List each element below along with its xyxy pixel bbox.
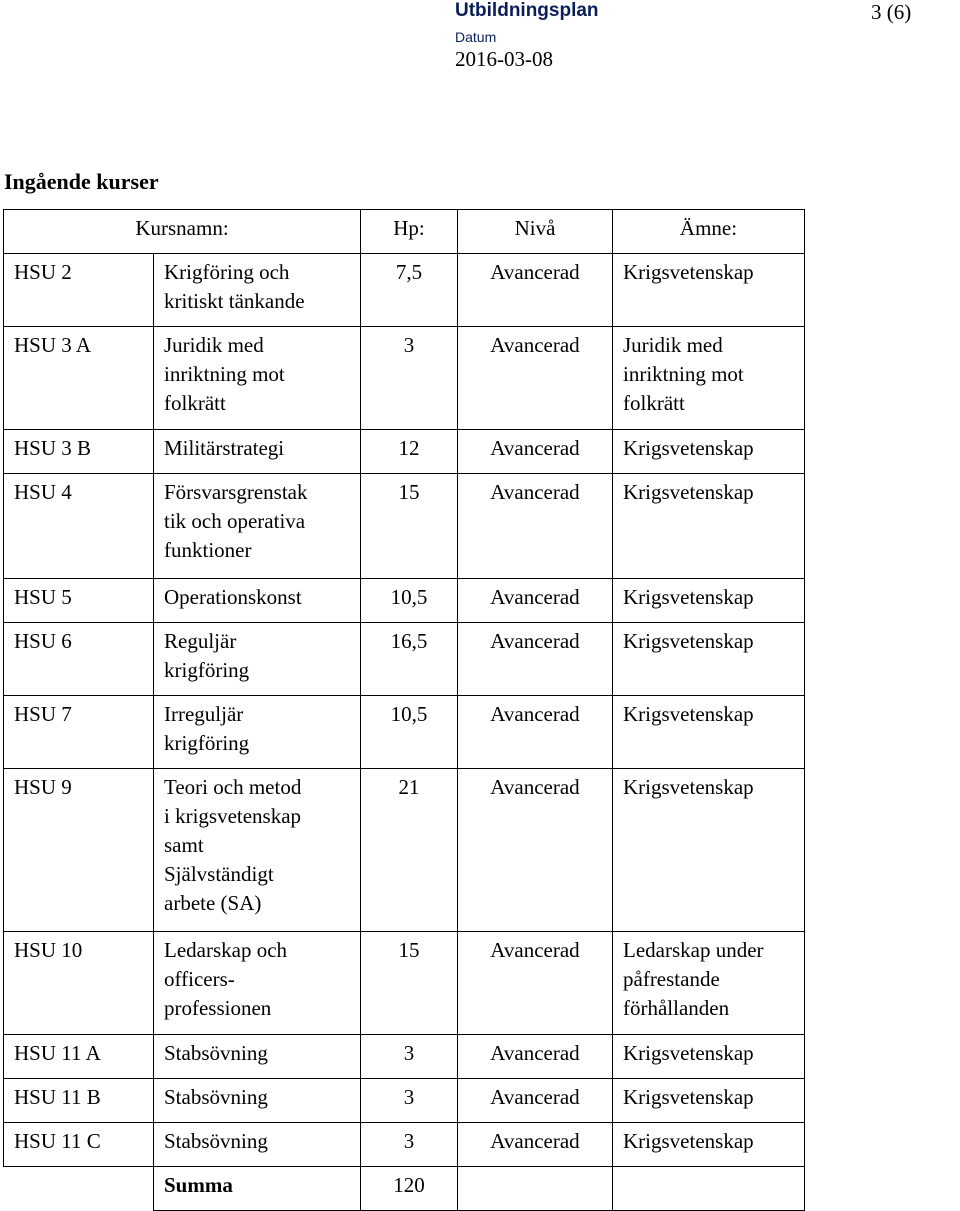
- table-row: [4, 1123, 805, 1167]
- course-name: Krigföring och kritiskt tänkande: [154, 254, 361, 327]
- table-row: [4, 1079, 805, 1123]
- course-level: Avancerad: [458, 623, 613, 696]
- course-name: Militärstrategi: [154, 430, 361, 474]
- course-name: Irreguljär krigföring: [154, 696, 361, 769]
- header-niva: Nivå: [458, 210, 613, 254]
- table-row: [4, 623, 805, 696]
- course-level: Avancerad: [458, 430, 613, 474]
- table-row: [4, 1035, 805, 1079]
- course-subject: Krigsvetenskap: [613, 254, 805, 327]
- course-code: HSU 4: [4, 474, 154, 579]
- course-code: HSU 7: [4, 696, 154, 769]
- course-name: Operationskonst: [154, 579, 361, 623]
- course-subject: Krigsvetenskap: [613, 1035, 805, 1079]
- course-hp: 15: [361, 932, 458, 1035]
- course-subject: Krigsvetenskap: [613, 696, 805, 769]
- course-level: Avancerad: [458, 327, 613, 430]
- course-hp: 21: [361, 769, 458, 932]
- course-name: Stabsövning: [154, 1079, 361, 1123]
- course-level: Avancerad: [458, 1035, 613, 1079]
- course-name: Teori och metod i krigsvetenskap samt Självständigt arbete (SA): [154, 769, 361, 932]
- course-subject: Ledarskap under påfrestande förhållanden: [613, 932, 805, 1035]
- section-title: Ingående kurser: [4, 169, 159, 194]
- sum-label: Summa: [154, 1167, 361, 1211]
- course-level: Avancerad: [458, 769, 613, 932]
- course-code: HSU 10: [4, 932, 154, 1035]
- course-code: HSU 11 B: [4, 1079, 154, 1123]
- document-type-title: Utbildningsplan: [455, 0, 599, 21]
- header-kursnamn: Kursnamn:: [4, 210, 361, 254]
- course-level: Avancerad: [458, 474, 613, 579]
- course-level: Avancerad: [458, 254, 613, 327]
- course-subject: Juridik med inriktning mot folkrätt: [613, 327, 805, 430]
- header-hp: Hp:: [361, 210, 458, 254]
- course-level: Avancerad: [458, 932, 613, 1035]
- sum-empty-level: [458, 1167, 613, 1211]
- course-subject: Krigsvetenskap: [613, 1079, 805, 1123]
- course-code: HSU 3 B: [4, 430, 154, 474]
- table-header-row: [4, 210, 805, 254]
- course-name: Stabsövning: [154, 1123, 361, 1167]
- course-hp: 15: [361, 474, 458, 579]
- table-row: [4, 254, 805, 327]
- page-number: 3 (6): [871, 0, 912, 24]
- table-row: [4, 430, 805, 474]
- sum-row: [4, 1167, 805, 1211]
- course-subject: Krigsvetenskap: [613, 1123, 805, 1167]
- course-code: HSU 3 A: [4, 327, 154, 430]
- course-code: HSU 6: [4, 623, 154, 696]
- course-hp: 7,5: [361, 254, 458, 327]
- course-code: HSU 5: [4, 579, 154, 623]
- course-hp: 10,5: [361, 579, 458, 623]
- course-level: Avancerad: [458, 579, 613, 623]
- course-hp: 3: [361, 1123, 458, 1167]
- course-hp: 3: [361, 1079, 458, 1123]
- course-level: Avancerad: [458, 696, 613, 769]
- course-name: Juridik med inriktning mot folkrätt: [154, 327, 361, 430]
- course-subject: Krigsvetenskap: [613, 769, 805, 932]
- table-row: [4, 769, 805, 932]
- course-hp: 10,5: [361, 696, 458, 769]
- document-date: 2016-03-08: [455, 47, 553, 71]
- course-code: HSU 11 A: [4, 1035, 154, 1079]
- course-hp: 16,5: [361, 623, 458, 696]
- sum-value: 120: [361, 1167, 458, 1211]
- table-row: [4, 474, 805, 579]
- course-hp: 3: [361, 1035, 458, 1079]
- course-code: HSU 11 C: [4, 1123, 154, 1167]
- table-row: [4, 932, 805, 1035]
- table-row: [4, 696, 805, 769]
- course-subject: Krigsvetenskap: [613, 430, 805, 474]
- course-code: HSU 9: [4, 769, 154, 932]
- sum-empty-cell: [4, 1167, 154, 1211]
- courses-table: [3, 209, 805, 1211]
- course-name: Försvarsgrenstak tik och operativa funktioner: [154, 474, 361, 579]
- course-hp: 12: [361, 430, 458, 474]
- date-label: Datum: [455, 29, 497, 45]
- header-amne: Ämne:: [613, 210, 805, 254]
- course-level: Avancerad: [458, 1123, 613, 1167]
- course-name: Ledarskap och officers- professionen: [154, 932, 361, 1035]
- course-subject: Krigsvetenskap: [613, 474, 805, 579]
- sum-empty-subject: [613, 1167, 805, 1211]
- course-hp: 3: [361, 327, 458, 430]
- course-level: Avancerad: [458, 1079, 613, 1123]
- course-code: HSU 2: [4, 254, 154, 327]
- course-name: Reguljär krigföring: [154, 623, 361, 696]
- table-row: [4, 579, 805, 623]
- course-subject: Krigsvetenskap: [613, 579, 805, 623]
- table-row: [4, 327, 805, 430]
- course-name: Stabsövning: [154, 1035, 361, 1079]
- course-subject: Krigsvetenskap: [613, 623, 805, 696]
